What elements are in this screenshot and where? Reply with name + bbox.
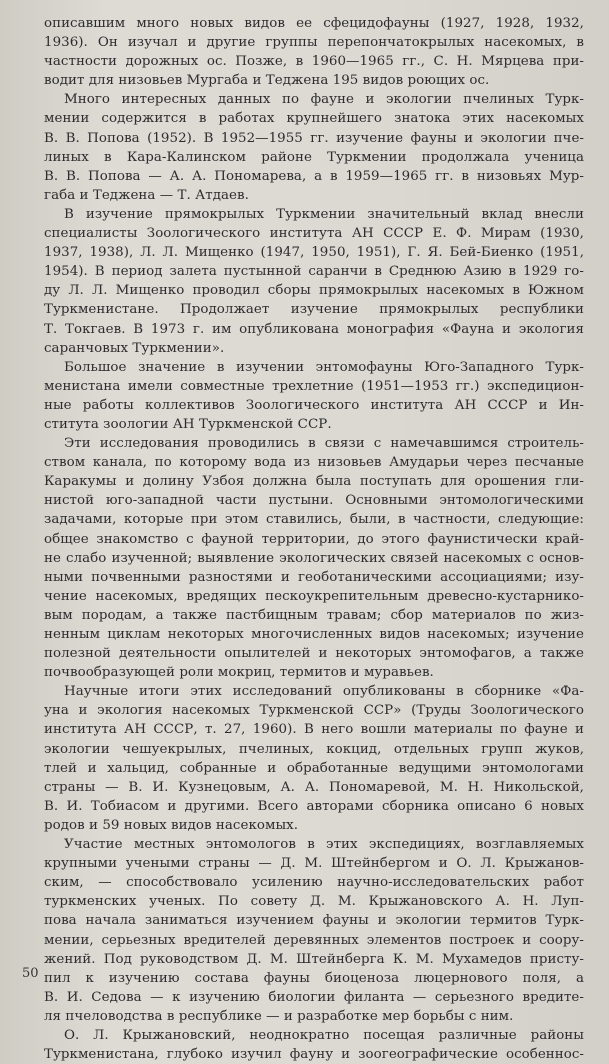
text-line: В. И. Тобиасом и другими. Всего авторами сборника описано 6 новых	[44, 798, 584, 814]
text-line: 1937, 1938), Л. Л. Мищенко (1947, 1950, 1951), Г. Я. Бей-Биенко (1951,	[44, 245, 584, 261]
text-line: не слабо изученной; выявление экологических связей насекомых с основ-	[44, 550, 584, 566]
text-line: ными почвенными разностями и геоботаническими ассоциациями; изу-	[44, 569, 584, 585]
text-line: В. В. Попова (1952). В 1952—1955 гг. изучение фауны и экологии пче-	[44, 130, 584, 146]
text-line: экологии чешуекрылых, пчелиных, кокцид, отдельных групп жуков,	[44, 741, 584, 757]
text-line: мении, серьезных вредителей деревянных элементов построек и соору-	[44, 932, 584, 948]
page-number: 50	[22, 966, 39, 981]
document-page	[44, 14, 584, 1064]
text-line: полезной деятельности опылителей и некоторых энтомофагов, а также	[44, 646, 584, 662]
text-line: 1954). В период залета пустынной саранчи в Среднюю Азию в 1929 го-	[44, 264, 584, 280]
text-line: Т. Токгаев. В 1973 г. им опубликована монография «Фауна и экология	[44, 321, 584, 337]
paragraph	[44, 205, 584, 358]
text-line: В. В. Попова — А. А. Пономарева, а в 1959—1965 гг. в низовьях Мур-	[44, 168, 584, 184]
text-line: саранчовых Туркмении».	[44, 340, 225, 356]
paragraph	[44, 14, 584, 90]
text-line: мении содержится в работах крупнейшего знатока этих насекомых	[44, 111, 584, 127]
text-line: туркменских ученых. По совету Д. М. Крыжановского А. Н. Луп-	[44, 894, 584, 910]
text-line: Эти исследования проводились в связи с намечавшимся строитель-	[64, 436, 584, 452]
paragraph	[44, 835, 584, 1026]
text-line: ством канала, по которому вода из низовьев Амударьи через песчаные	[44, 455, 584, 471]
text-line: водит для низовьев Мургаба и Теджена 195 видов роющих ос.	[44, 73, 490, 89]
text-line: тлей и хальцид, собранные и обработанные ведущими энтомологами	[44, 760, 584, 776]
text-line: ститута зоологии АН Туркменской ССР.	[44, 416, 332, 432]
text-line: Туркменистана, глубоко изучил фауну и зоогеографические особеннос-	[44, 1047, 584, 1063]
paragraph	[44, 682, 584, 835]
text-line: Каракумы и долину Узбоя должна была поступать для орошения гли-	[44, 474, 584, 490]
text-line: 1936). Он изучал и другие группы перепончатокрылых насекомых, в	[44, 35, 584, 51]
text-line: ским, — способствовало усилению научно-исследовательских работ	[44, 875, 584, 891]
text-line: нистой юго-западной части пустыни. Основными энтомологическими	[44, 493, 584, 509]
text-line: ду Л. Л. Мищенко проводил сборы прямокрылых насекомых в Южном	[44, 283, 584, 299]
paragraph	[44, 358, 584, 434]
paragraph	[44, 434, 584, 682]
text-line: частности дорожных ос. Позже, в 1960—1965 гг., С. Н. Мярцева при-	[44, 54, 584, 70]
text-line: ля пчеловодства в республике — и разработке мер борьбы с ним.	[44, 1008, 514, 1024]
text-line: габа и Теджена — Т. Атдаев.	[44, 187, 249, 203]
text-line: страны — В. И. Кузнецовым, А. А. Пономаревой, М. Н. Никольской,	[44, 779, 584, 795]
text-line: Участие местных энтомологов в этих экспедициях, возглавляемых	[64, 837, 584, 853]
text-line: родов и 59 новых видов насекомых.	[44, 817, 299, 833]
text-line: задачами, которые при этом ставились, были, в частности, следующие:	[44, 512, 584, 528]
text-line: чение насекомых, вредящих пескоукрепительным древесно-кустарнико-	[44, 588, 584, 604]
text-line: уна и экология насекомых Туркменской ССР» (Труды Зоологического	[44, 703, 584, 719]
text-line: специалисты Зоологического института АН СССР Е. Ф. Мирам (1930,	[44, 226, 584, 242]
text-line: линых в Кара-Калинском районе Туркмении продолжала ученица	[44, 149, 584, 165]
text-line: крупными учеными страны — Д. М. Штейнбергом и О. Л. Крыжанов-	[44, 856, 584, 872]
text-body	[44, 14, 584, 1064]
text-line: жений. Под руководством Д. М. Штейнберга К. М. Мухамедов присту-	[44, 951, 584, 967]
text-line: В изучение прямокрылых Туркмении значительный вклад внесли	[64, 206, 584, 222]
paragraph	[44, 90, 584, 205]
text-line: общее знакомство с фауной территории, до этого фаунистически край-	[44, 531, 584, 547]
text-line: почвообразующей роли мокриц, термитов и муравьев.	[44, 665, 434, 681]
text-line: О. Л. Крыжановский, неоднократно посещая различные районы	[64, 1027, 584, 1043]
text-line: В. И. Седова — к изучению биологии филанта — серьезного вредите-	[44, 989, 584, 1005]
text-line: менистана имели совместные трехлетние (1951—1953 гг.) экспедицион-	[44, 378, 584, 394]
paragraph	[44, 1026, 584, 1064]
text-line: Большое значение в изучении энтомофауны Юго-Западного Турк-	[64, 359, 584, 375]
text-line: описавшим много новых видов ее сфецидофауны (1927, 1928, 1932,	[44, 16, 584, 31]
text-line: вым породам, а также пастбищным травам; сбор материалов по жиз-	[44, 607, 584, 623]
text-line: ные работы коллективов Зоологического института АН СССР и Ин-	[44, 397, 584, 413]
text-line: пил к изучению состава фауны биоценоза люцернового поля, а	[44, 970, 584, 986]
text-line: пова начала заниматься изучением фауны и экологии термитов Турк-	[44, 913, 584, 929]
text-line: института АН СССР, т. 27, 1960). В него вошли материалы по фауне и	[44, 722, 584, 738]
text-line: Много интересных данных по фауне и экологии пчелиных Турк-	[64, 92, 584, 108]
text-line: ненным циклам некоторых многочисленных видов насекомых; изучение	[44, 627, 584, 642]
text-line: Туркменистане. Продолжает изучение прямокрылых республики	[44, 302, 584, 318]
text-line: Научные итоги этих исследований опубликованы в сборнике «Фа-	[64, 684, 584, 700]
